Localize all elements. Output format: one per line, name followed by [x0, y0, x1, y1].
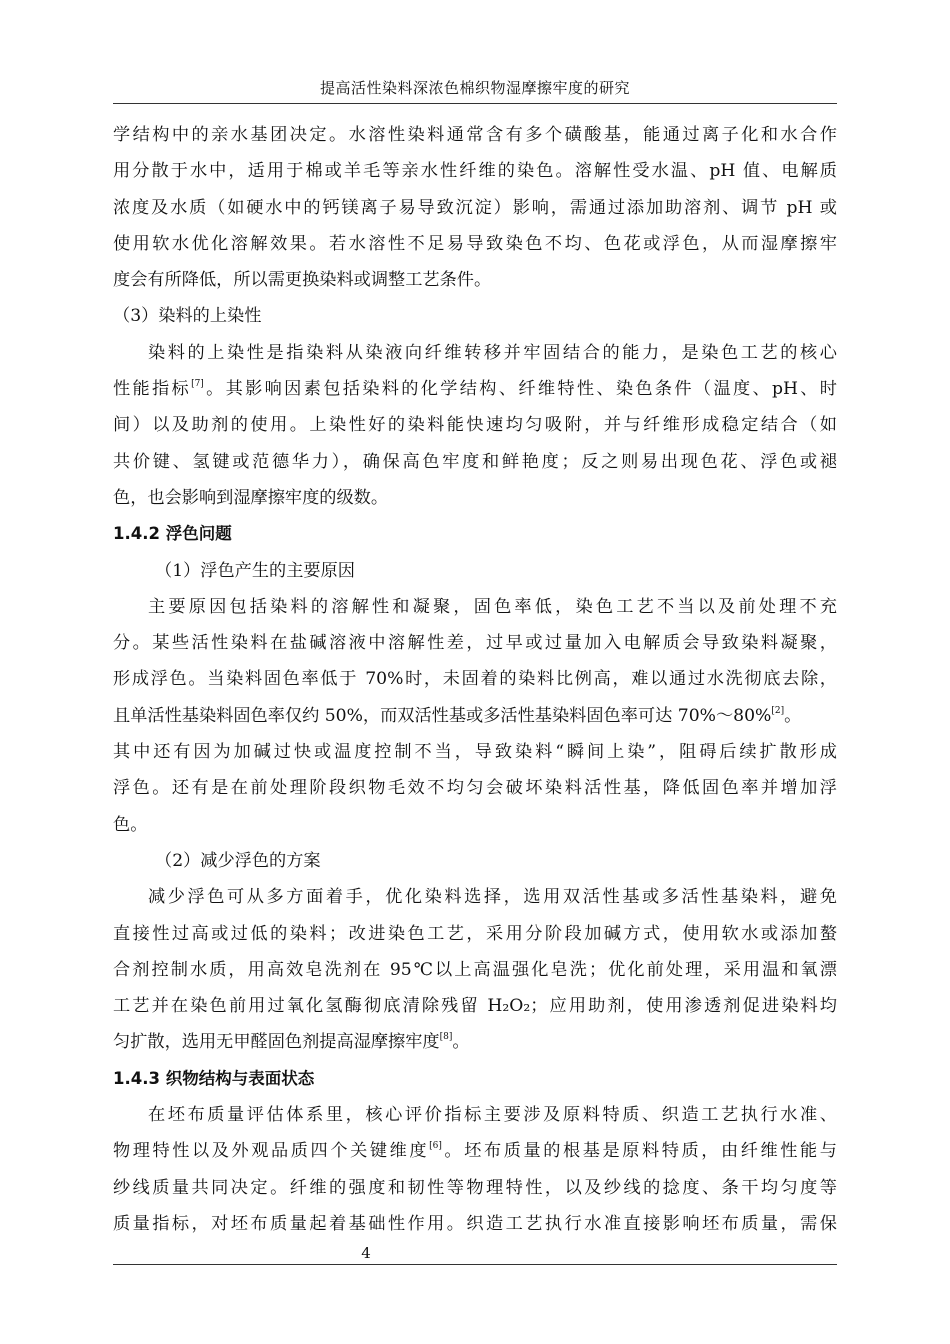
paragraph-line — [113, 371, 837, 407]
paragraph-line: 使用软水优化溶解效果。若水溶性不足易导致染色不均、色花或浮色，从而湿摩擦牢 — [113, 233, 837, 254]
paragraph-line: 浓度及水质（如硬水中的钙镁离子易导致沉淀）影响，需通过添加助溶剂、调节 pH 或 — [113, 197, 837, 218]
citation-ref: [2] — [771, 705, 785, 716]
paragraph-line: 度会有所降低，所以需更换染料或调整工艺条件。 — [113, 270, 492, 291]
paragraph-line: 质量指标，对坯布质量起着基础性作用。织造工艺执行水准直接影响坯布质量，需保 — [113, 1213, 837, 1234]
paragraph-line: 共价键、氢键或范德华力），确保高色牢度和鲜艳度；反之则易出现色花、浮色或褪 — [113, 451, 837, 472]
subsection-title: （1）浮色产生的主要原因 — [155, 560, 355, 581]
text-run: 。其影响因素包括染料的化学结构、纤维特性、染色条件（温度、pH、时 — [203, 379, 837, 400]
paragraph-line: 主要原因包括染料的溶解性和凝聚，固色率低，染色工艺不当以及前处理不充 — [148, 596, 837, 617]
text-run: 。 — [784, 705, 802, 726]
citation-ref: [6] — [429, 1141, 442, 1152]
paragraph-line: 在坯布质量评估体系里，核心评价指标主要涉及原料特质、织造工艺执行水准、 — [148, 1105, 837, 1126]
text-run: 。 — [452, 1032, 470, 1053]
paragraph-line: 间）以及助剂的使用。上染性好的染料能快速均匀吸附，并与纤维形成稳定结合（如 — [113, 415, 837, 436]
header-rule — [113, 103, 837, 104]
body-text — [113, 117, 837, 1242]
paragraph-line: 色，也会影响到湿摩擦牢度的级数。 — [113, 487, 389, 508]
text-run: 物理特性以及外观品质四个关键维度 — [113, 1141, 430, 1162]
paragraph-line: 分。某些活性染料在盐碱溶液中溶解性差，过早或过量加入电解质会导致染料凝聚， — [113, 633, 837, 654]
text-run: 性能指标 — [113, 379, 192, 400]
paragraph-line: 减少浮色可从多方面着手，优化染料选择，选用双活性基或多活性基染料，避免 — [148, 887, 837, 908]
text-run: 且单活性基染料固色率仅约 50%，而双活性基或多活性基染料固色率可达 70%～80% — [113, 705, 772, 726]
paragraph-line: 形成浮色。当染料固色率低于 70%时，未固着的染料比例高，难以通过水洗彻底去除， — [113, 669, 837, 690]
paragraph-line — [113, 698, 837, 734]
paragraph-line: 纱线质量共同决定。纤维的强度和韧性等物理特性，以及纱线的捻度、条干均匀度等 — [113, 1177, 837, 1198]
paragraph-line: 染料的上染性是指染料从染液向纤维转移并牢固结合的能力，是染色工艺的核心 — [148, 342, 837, 363]
paragraph-line: 直接性过高或过低的染料；改进染色工艺，采用分阶段加碱方式，使用软水或添加螯 — [113, 923, 837, 944]
subsection-title: （2）减少浮色的方案 — [155, 850, 321, 871]
running-header: 提高活性染料深浓色棉织物湿摩擦牢度的研究 — [319, 79, 630, 97]
subsection-title: （3）染料的上染性 — [113, 306, 262, 327]
paragraph-line: 学结构中的亲水基团决定。水溶性染料通常含有多个磺酸基，能通过离子化和水合作 — [113, 125, 837, 145]
paragraph-line — [113, 1024, 837, 1060]
paragraph-line: 浮色。还有是在前处理阶段织物毛效不均匀会破坏染料活性基，降低固色率并增加浮 — [113, 778, 837, 799]
paragraph-line: 合剂控制水质，用高效皂洗剂在 95℃以上高温强化皂洗；优化前处理，采用温和氧漂 — [113, 959, 837, 980]
paragraph-line: 工艺并在染色前用过氧化氢酶彻底清除残留 H₂O₂；应用助剂，使用渗透剂促进染料均 — [113, 996, 837, 1017]
paragraph-line: 色。 — [113, 814, 148, 835]
text-run: 。坯布质量的根基是原料特质，由纤维性能与 — [441, 1141, 837, 1162]
section-heading: 1.4.2 浮色问题 — [113, 524, 232, 544]
citation-ref: [8] — [439, 1032, 453, 1043]
paragraph-line: 用分散于水中，适用于棉或羊毛等亲水性纤维的染色。溶解性受水温、pH 值、电解质 — [113, 161, 837, 182]
footer-rule — [113, 1264, 837, 1265]
section-heading: 1.4.3 织物结构与表面状态 — [113, 1068, 315, 1088]
page-number: 4 — [361, 1244, 371, 1262]
citation-ref: [7] — [191, 379, 204, 390]
paragraph-line: 其中还有因为加碱过快或温度控制不当，导致染料“瞬间上染”，阻碍后续扩散形成 — [113, 742, 837, 763]
paragraph-line — [113, 1133, 837, 1169]
text-run: 匀扩散，选用无甲醛固色剂提高湿摩擦牢度 — [113, 1032, 440, 1053]
